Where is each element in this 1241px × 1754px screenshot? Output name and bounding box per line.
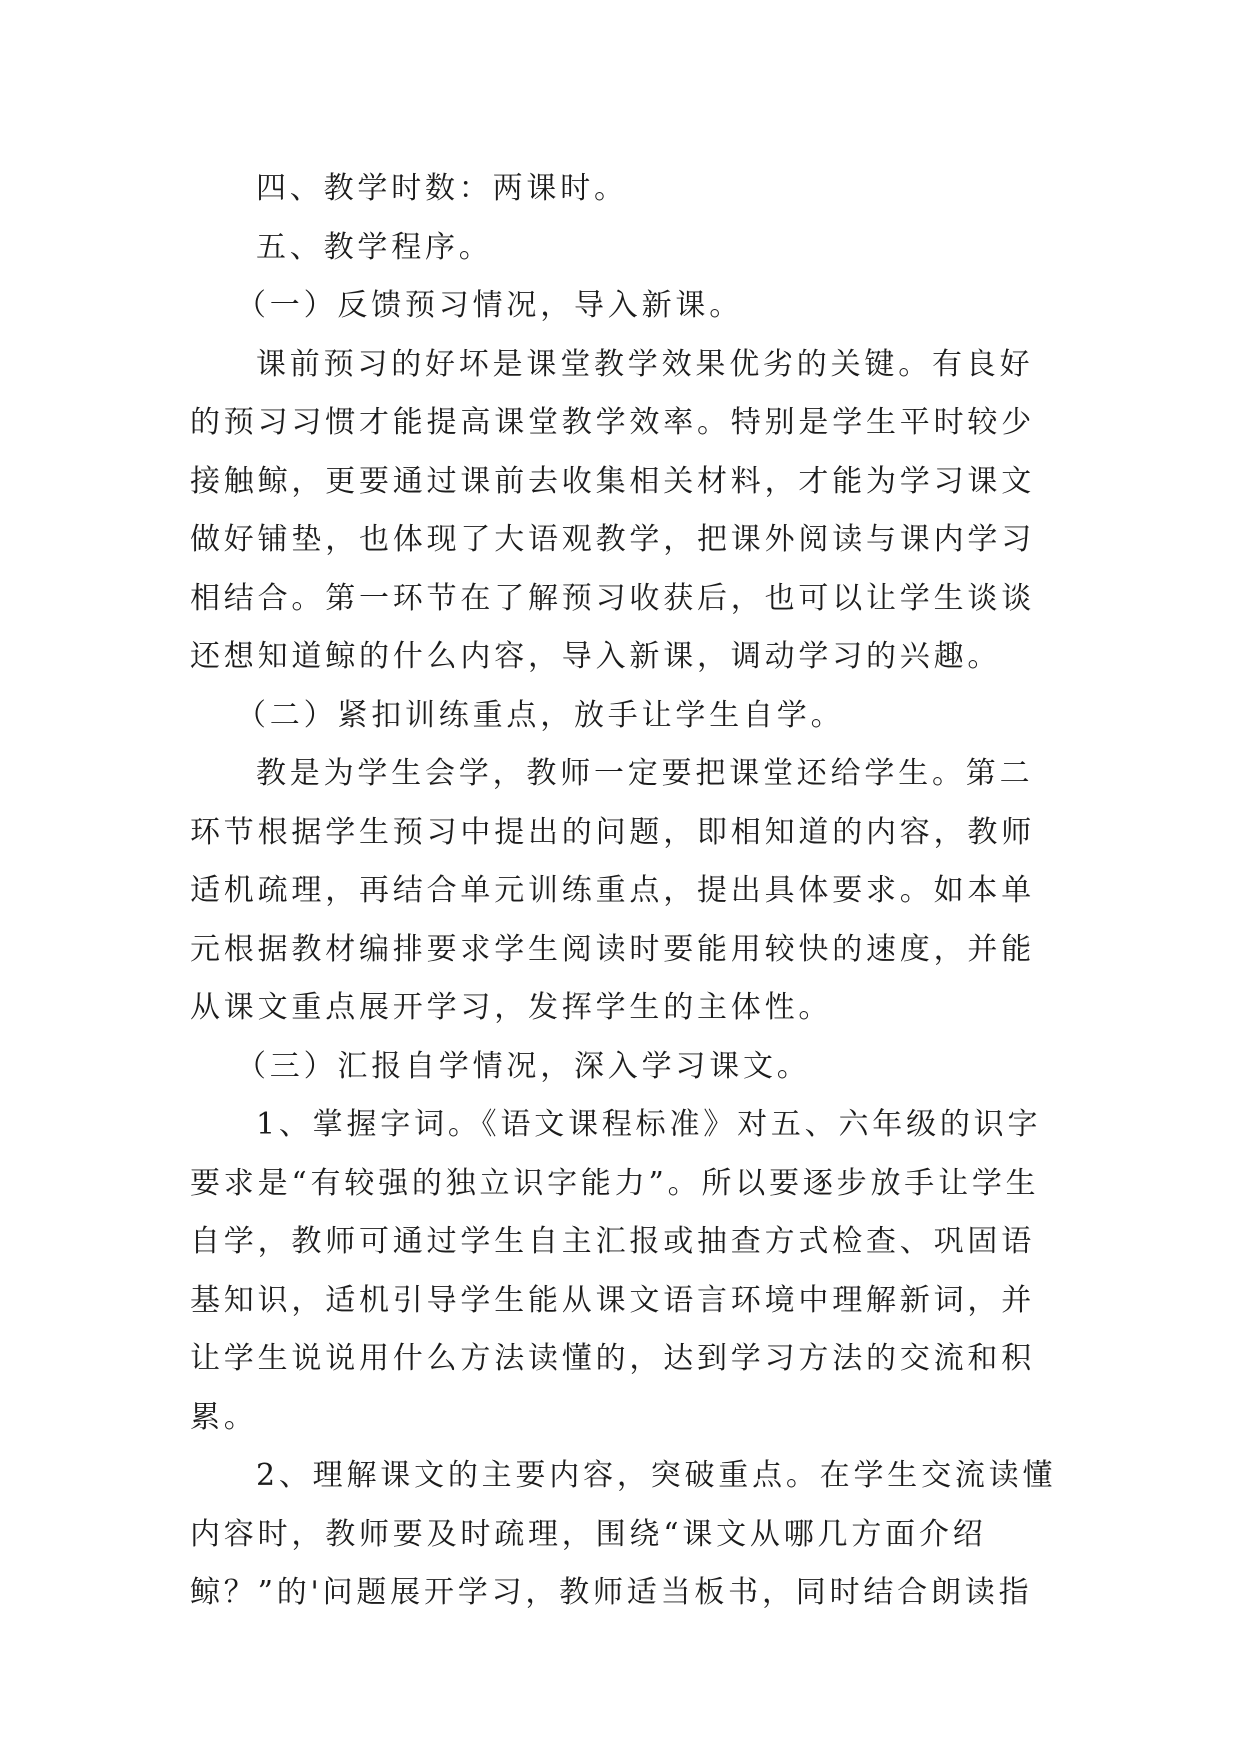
paragraph-main-content: 2、理解课文的主要内容，突破重点。在学生交流读懂内容时，教师要及时疏理，围绕“课文从哪几方面介绍鲸？”的'问题展开学习，教师适当板书，同时结合朗读指 (190, 1458, 1057, 1610)
paragraph-self-study: 教是为学生会学，教师一定要把课堂还给学生。第二环节根据学生预习中提出的问题，即相知道的内容，教师适机疏理，再结合单元训练重点，提出具体要求。如本单元根据教材编排要求学生阅读时要能用较快的速度，并能从课文重点展开学习，发挥学生的主体性。 (190, 756, 1035, 1025)
section-heading-2: （二）紧扣训练重点，放手让学生自学。 (236, 697, 845, 733)
paragraph-teaching-hours: 四、教学时数：两课时。 (256, 171, 628, 206)
paragraph-teaching-procedure: 五、教学程序。 (256, 229, 493, 265)
section-heading-3: （三）汇报自学情况，深入学习课文。 (236, 1048, 811, 1084)
paragraph-vocabulary: 1、掌握字词。《语文课程标准》对五、六年级的识字要求是“有较强的独立识字能力”。所以要逐步放手让学生自学，教师可通过学生自主汇报或抽查方式检查、巩固语基知识，适机引导学生能从课文语言环境中理解新词，并让学生说说用什么方法读懂的，达到学习方法的交流和积累。 (190, 1107, 1042, 1435)
section-heading-1: （一）反馈预习情况，导入新课。 (236, 288, 743, 323)
document-body (190, 160, 1060, 1623)
paragraph-preview: 课前预习的好坏是课堂教学效果优劣的关键。有良好的预习习惯才能提高课堂教学效率。特别是学生平时较少接触鲸，更要通过课前去收集相关材料，才能为学习课文做好铺垫，也体现了大语观教学，把课外阅读与课内学习相结合。第一环节在了解预习收获后，也可以让学生谈谈还想知道鲸的什么内容，导入新课，调动学习的兴趣。 (190, 346, 1035, 674)
